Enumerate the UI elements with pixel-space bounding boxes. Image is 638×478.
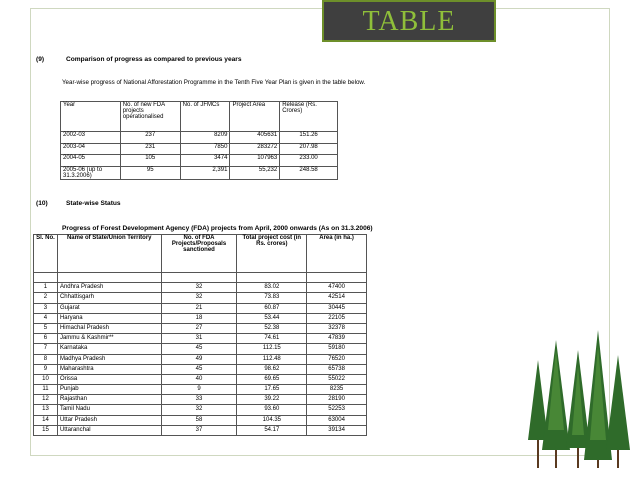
table-cell: Uttaranchal xyxy=(57,425,161,435)
table-header-row xyxy=(34,235,367,273)
header-cell: Sl. No. xyxy=(34,235,58,273)
table-row xyxy=(34,313,367,323)
table-cell: 98.62 xyxy=(237,364,307,374)
table-cell: 53.44 xyxy=(237,313,307,323)
table-cell: 15 xyxy=(34,425,58,435)
table-header-row xyxy=(61,102,338,132)
header-cell: Area (in ha.) xyxy=(307,235,367,273)
table-row xyxy=(34,374,367,384)
table-cell: 2002-03 xyxy=(61,132,121,144)
table-cell: 104.35 xyxy=(237,415,307,425)
table-cell: Andhra Pradesh xyxy=(57,283,161,293)
table-cell: 22105 xyxy=(307,313,367,323)
table-cell: 69.65 xyxy=(237,374,307,384)
table-cell: 32378 xyxy=(307,323,367,333)
table-row xyxy=(34,354,367,364)
table-cell: Orissa xyxy=(57,374,161,384)
table-cell: 39.22 xyxy=(237,395,307,405)
progress-table xyxy=(60,101,338,180)
table-cell: 233.00 xyxy=(280,155,338,167)
state-status-table xyxy=(33,234,367,436)
table-cell: 58 xyxy=(161,415,237,425)
table-cell: Uttar Pradesh xyxy=(57,415,161,425)
table-cell: 30445 xyxy=(307,303,367,313)
header-cell: No. of new FDA projects operationalised xyxy=(120,102,180,132)
table-cell: 54.17 xyxy=(237,425,307,435)
table-cell: 237 xyxy=(120,132,180,144)
table-cell: 32 xyxy=(161,405,237,415)
table-row xyxy=(34,344,367,354)
header-cell: Project Area xyxy=(230,102,280,132)
table-cell: 27 xyxy=(161,323,237,333)
table-cell: 32 xyxy=(161,283,237,293)
table-cell: Gujarat xyxy=(57,303,161,313)
table-cell: 37 xyxy=(161,425,237,435)
table-cell: 63004 xyxy=(307,415,367,425)
table-row xyxy=(34,283,367,293)
table-cell: Chhattisgarh xyxy=(57,293,161,303)
table-cell: 405631 xyxy=(230,132,280,144)
table-cell: 8235 xyxy=(307,385,367,395)
table-cell: 55022 xyxy=(307,374,367,384)
section9-number: (9) xyxy=(36,56,45,63)
table-row xyxy=(34,385,367,395)
table-cell: 52.38 xyxy=(237,323,307,333)
table-cell: 93.60 xyxy=(237,405,307,415)
table-cell: 112.15 xyxy=(237,344,307,354)
section10-heading: State-wise Status xyxy=(66,200,121,207)
header-cell: No. of FDA Projects/Proposals sanctioned xyxy=(161,235,237,273)
table-cell: 151.26 xyxy=(280,132,338,144)
table-row xyxy=(34,425,367,435)
table-cell: 283272 xyxy=(230,143,280,155)
trees-icon xyxy=(522,320,638,470)
table-cell: 45 xyxy=(161,364,237,374)
table-cell: 112.48 xyxy=(237,354,307,364)
table-cell: 8209 xyxy=(180,132,230,144)
table-cell: Tamil Nadu xyxy=(57,405,161,415)
table-row xyxy=(34,323,367,333)
section9-heading: Comparison of progress as compared to previous years xyxy=(66,56,242,63)
table-cell: 3 xyxy=(34,303,58,313)
table-cell: 2 xyxy=(34,293,58,303)
header-cell: No. of JFMCs xyxy=(180,102,230,132)
section9-intro: Year-wise progress of National Afforestation Programme in the Tenth Five Year Plan is given in the table below. xyxy=(62,79,366,86)
table-cell: 3474 xyxy=(180,155,230,167)
table-cell: 2,391 xyxy=(180,166,230,179)
table-cell: Jammu & Kashmir** xyxy=(57,334,161,344)
table-cell: Karnataka xyxy=(57,344,161,354)
table-row xyxy=(34,405,367,415)
table-cell: 18 xyxy=(161,313,237,323)
table-cell: 9 xyxy=(161,385,237,395)
table-cell: Punjab xyxy=(57,385,161,395)
slide-title-box xyxy=(322,0,496,42)
header-cell: Year xyxy=(61,102,121,132)
table-cell: 6 xyxy=(34,334,58,344)
table-cell: 4 xyxy=(34,313,58,323)
table-cell: 2005-06 (up to 31.3.2006) xyxy=(61,166,121,179)
table-cell: Himachal Pradesh xyxy=(57,323,161,333)
header-cell: Release (Rs. Crores) xyxy=(280,102,338,132)
table-cell: 47400 xyxy=(307,283,367,293)
table-row xyxy=(34,293,367,303)
table-row xyxy=(34,303,367,313)
slide-title: TABLE xyxy=(362,6,456,37)
table-cell: 59180 xyxy=(307,344,367,354)
table-row xyxy=(61,166,338,179)
table-cell: 2003-04 xyxy=(61,143,121,155)
header-cell: Name of State/Union Territory xyxy=(57,235,161,273)
table-cell: Maharashtra xyxy=(57,364,161,374)
table-cell: 13 xyxy=(34,405,58,415)
table-cell: 52253 xyxy=(307,405,367,415)
table-cell: 2004-05 xyxy=(61,155,121,167)
table-cell: 83.02 xyxy=(237,283,307,293)
table-cell: 5 xyxy=(34,323,58,333)
table-cell: 73.83 xyxy=(237,293,307,303)
table-cell: Madhya Pradesh xyxy=(57,354,161,364)
table-cell: 47839 xyxy=(307,334,367,344)
table-cell: 14 xyxy=(34,415,58,425)
table-cell: 39134 xyxy=(307,425,367,435)
table-row xyxy=(61,143,338,155)
table-row xyxy=(34,415,367,425)
table-cell: 7 xyxy=(34,344,58,354)
table-row xyxy=(61,155,338,167)
table-cell: 40 xyxy=(161,374,237,384)
table-row xyxy=(34,395,367,405)
table-row xyxy=(34,364,367,374)
table-cell: 32 xyxy=(161,293,237,303)
table-cell: Rajasthan xyxy=(57,395,161,405)
table-cell: 248.58 xyxy=(280,166,338,179)
table-cell: 49 xyxy=(161,354,237,364)
table-cell: 45 xyxy=(161,344,237,354)
table-cell: Haryana xyxy=(57,313,161,323)
table-row xyxy=(61,132,338,144)
table-cell: 55,232 xyxy=(230,166,280,179)
table-cell: 8 xyxy=(34,354,58,364)
table-cell: 105 xyxy=(120,155,180,167)
table-cell: 74.61 xyxy=(237,334,307,344)
table-cell: 33 xyxy=(161,395,237,405)
table-cell: 10 xyxy=(34,374,58,384)
table-cell: 42514 xyxy=(307,293,367,303)
spacer-row xyxy=(34,273,367,283)
table-cell: 12 xyxy=(34,395,58,405)
table-cell: 65738 xyxy=(307,364,367,374)
table-cell: 60.87 xyxy=(237,303,307,313)
table-cell: 11 xyxy=(34,385,58,395)
table-cell: 17.65 xyxy=(237,385,307,395)
table-cell: 21 xyxy=(161,303,237,313)
table-cell: 28190 xyxy=(307,395,367,405)
table-cell: 107963 xyxy=(230,155,280,167)
section10-intro: Progress of Forest Development Agency (FDA) projects from April, 2000 onwards (As on 31.3.2006) xyxy=(62,225,373,232)
table-cell: 1 xyxy=(34,283,58,293)
section10-number: (10) xyxy=(36,200,48,207)
table-cell: 207.98 xyxy=(280,143,338,155)
table-cell: 231 xyxy=(120,143,180,155)
table-cell: 76520 xyxy=(307,354,367,364)
header-cell: Total project cost (in Rs. crores) xyxy=(237,235,307,273)
table-cell: 9 xyxy=(34,364,58,374)
table-cell: 7850 xyxy=(180,143,230,155)
table-row xyxy=(34,334,367,344)
table-cell: 31 xyxy=(161,334,237,344)
table-cell: 95 xyxy=(120,166,180,179)
